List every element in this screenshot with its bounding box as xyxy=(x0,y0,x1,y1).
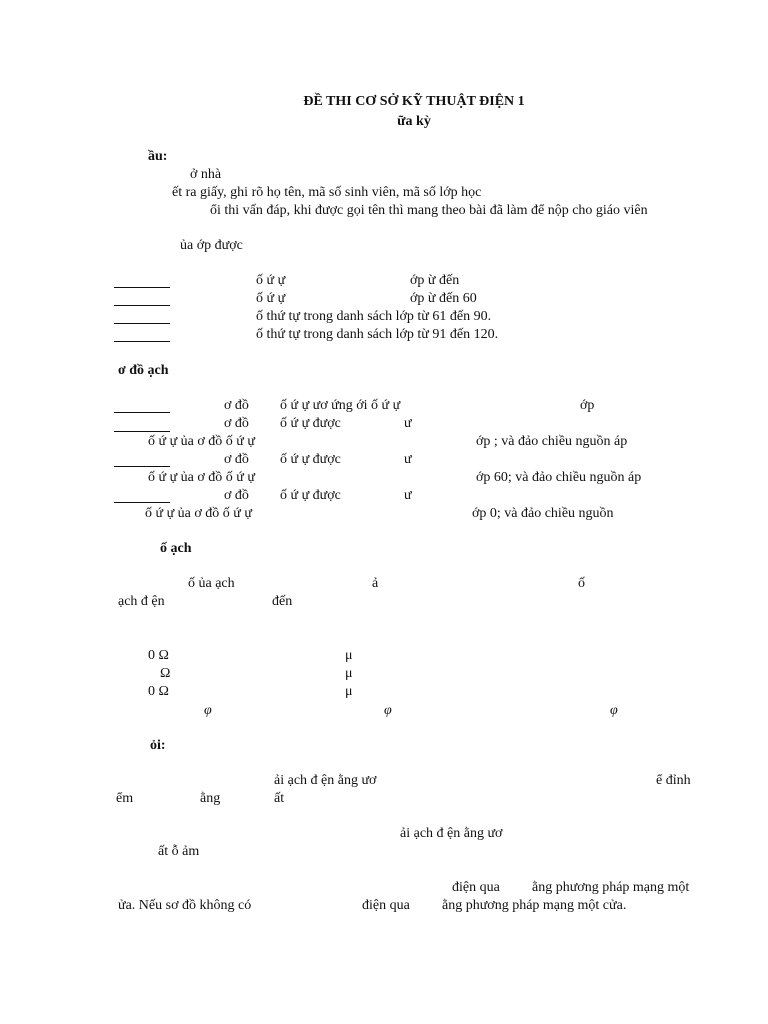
requirements-heading: ầu: xyxy=(148,149,168,164)
diagram-line: ố ứ ự ươ ứng ới ố ứ ự xyxy=(280,398,401,413)
question-3: ằng phương pháp mạng một cửa. xyxy=(442,898,627,913)
requirement-line: ở nhà xyxy=(190,167,222,182)
resistance-value: 0 Ω xyxy=(148,684,169,699)
group-row-range: ớp ừ đến xyxy=(410,273,460,288)
group-row: ố thứ tự trong danh sách lớp từ 91 đến 120. xyxy=(256,327,499,342)
page-subtitle: ữa kỳ xyxy=(397,114,431,129)
diagram-line: ố ứ ự được xyxy=(280,452,341,467)
group-row-range: ớp ừ đến 60 xyxy=(410,291,477,306)
params-heading: ố ạch xyxy=(160,541,192,556)
diagram-line: ố ứ ự ủa ơ đồ ố ứ ự xyxy=(145,506,252,521)
group-blank-line xyxy=(114,323,170,324)
diagram-line: ư xyxy=(404,488,412,503)
question-1: ải ạch đ ện ằng ươ xyxy=(274,773,377,788)
resistance-value: Ω xyxy=(160,666,171,681)
diagram-line: ơ đồ xyxy=(224,452,249,467)
groups-intro: ủa ớp được xyxy=(180,238,243,253)
mu-symbol: μ xyxy=(345,684,353,699)
question-3: điện qua xyxy=(452,880,500,895)
mu-symbol: μ xyxy=(345,648,353,663)
group-row: ố ứ ự xyxy=(256,291,286,306)
question-3: điện qua xyxy=(362,898,410,913)
params-line: ạch đ ện xyxy=(118,594,165,609)
diagram-line: ố ứ ự ủa ơ đồ ố ứ ự xyxy=(148,434,255,449)
question-3: ửa. Nếu sơ đồ không có xyxy=(118,898,252,913)
params-line: ố xyxy=(578,576,585,591)
question-1: ằng xyxy=(200,791,221,806)
page-title: ĐỀ THI CƠ SỞ KỸ THUẬT ĐIỆN 1 xyxy=(303,94,525,109)
diagram-line: ố ứ ự ủa ơ đồ ố ứ ự xyxy=(148,470,255,485)
resistance-value: 0 Ω xyxy=(148,648,169,663)
question-2: ất ỗ ảm xyxy=(158,844,200,859)
phi-symbol: φ xyxy=(204,703,212,718)
group-blank-line xyxy=(114,287,170,288)
diagram-line: ư xyxy=(404,452,412,467)
diagram-blank-line xyxy=(114,502,170,503)
diagram-line: ư xyxy=(404,416,412,431)
diagram-line: ớp xyxy=(580,398,595,413)
diagram-blank-line xyxy=(114,466,170,467)
question-1: ểm xyxy=(116,791,134,806)
question-3: ằng phương pháp mạng một xyxy=(532,880,690,895)
requirement-line: ổi thi vấn đáp, khi được gọi tên thì mang theo bài đã làm để nộp cho giáo viên xyxy=(210,203,648,218)
question-1: ất xyxy=(274,791,285,806)
question-2: ải ạch đ ện ằng ươ xyxy=(400,826,503,841)
questions-heading: ỏi: xyxy=(150,738,166,753)
group-blank-line xyxy=(114,305,170,306)
diagram-blank-line xyxy=(114,431,170,432)
params-line: đến xyxy=(272,594,293,609)
mu-symbol: μ xyxy=(345,666,353,681)
group-row: ố thứ tự trong danh sách lớp từ 61 đến 90. xyxy=(256,309,492,324)
diagram-heading: ơ đồ ạch xyxy=(118,363,169,378)
diagram-line: ớp 0; và đảo chiều nguồn xyxy=(472,506,614,521)
params-line: ả xyxy=(372,576,379,591)
diagram-line: ố ứ ự được xyxy=(280,416,341,431)
diagram-line: ơ đồ xyxy=(224,416,249,431)
group-blank-line xyxy=(114,341,170,342)
diagram-blank-line xyxy=(114,412,170,413)
diagram-line: ố ứ ự được xyxy=(280,488,341,503)
question-1: ể đỉnh xyxy=(656,773,691,788)
requirement-line: ết ra giấy, ghi rõ họ tên, mã số sinh viên, mã số lớp học xyxy=(172,185,482,200)
params-line: ố ủa ạch xyxy=(188,576,235,591)
diagram-line: ơ đồ xyxy=(224,488,249,503)
diagram-line: ơ đồ xyxy=(224,398,249,413)
diagram-line: ớp ; và đảo chiều nguồn áp xyxy=(476,434,628,449)
phi-symbol: φ xyxy=(610,703,618,718)
phi-symbol: φ xyxy=(384,703,392,718)
group-row: ố ứ ự xyxy=(256,273,286,288)
diagram-line: ớp 60; và đảo chiều nguồn áp xyxy=(476,470,642,485)
